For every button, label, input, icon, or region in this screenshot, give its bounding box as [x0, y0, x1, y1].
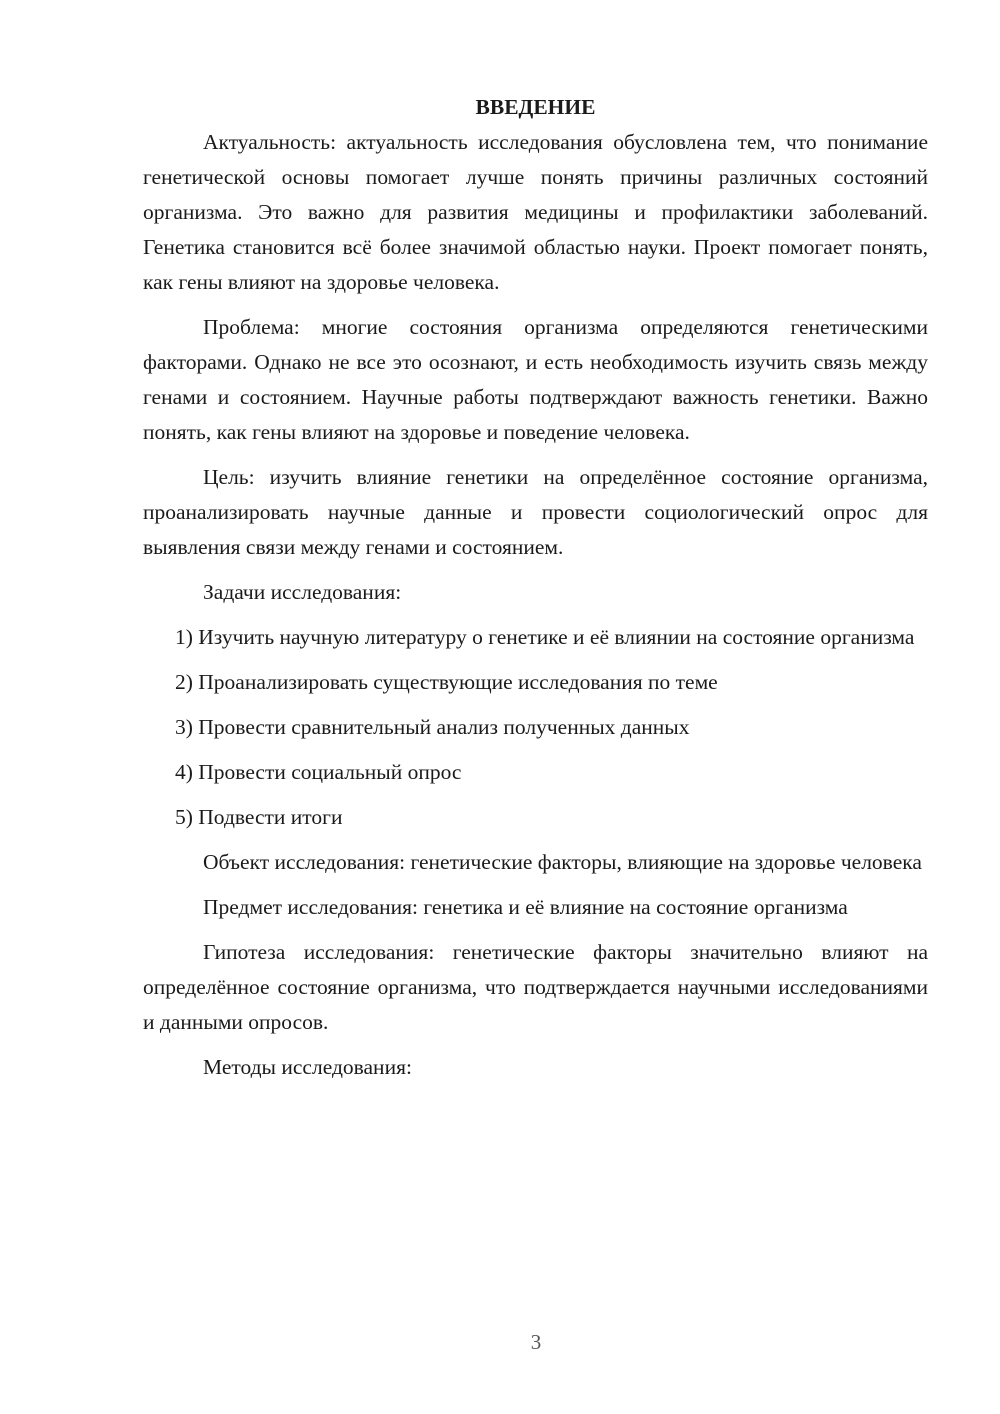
- task-item-2: 2) Проанализировать существующие исследования по теме: [175, 670, 718, 694]
- hypothesis-paragraph: Гипотеза исследования: генетические факторы значительно влияют на определённое состояние организма, что подтверждается научными исследованиями и данными опросов.: [143, 940, 928, 1034]
- page-number: 3: [530, 1330, 542, 1354]
- goal-paragraph: Цель: изучить влияние генетики на определённое состояние организма, проанализировать научные данные и провести социологический опрос для выявления связи между генами и состоянием.: [143, 465, 928, 559]
- methods-title: Методы исследования:: [203, 1055, 412, 1079]
- task-item-5: 5) Подвести итоги: [175, 805, 343, 829]
- task-item-4: 4) Провести социальный опрос: [175, 760, 462, 784]
- document-page: [143, 90, 928, 1095]
- relevance-paragraph: Актуальность: актуальность исследования обусловлена тем, что понимание генетической основы помогает лучше понять причины различных состояний организма. Это важно для развития медицины и профилактики заболеваний. Генетика становится всё более значимой областью науки. Проект помогает понять, как гены влияют на здоровье человека.: [143, 130, 928, 294]
- task-item-1: 1) Изучить научную литературу о генетике и её влиянии на состояние организма: [175, 625, 915, 649]
- task-item-3: 3) Провести сравнительный анализ полученных данных: [175, 715, 690, 739]
- object-paragraph: Объект исследования: генетические факторы, влияющие на здоровье человека: [203, 850, 922, 874]
- subject-paragraph: Предмет исследования: генетика и её влияние на состояние организма: [203, 895, 848, 919]
- section-heading: ВВЕДЕНИЕ: [475, 95, 596, 119]
- tasks-title: Задачи исследования:: [203, 580, 402, 604]
- problem-paragraph: Проблема: многие состояния организма определяются генетическими факторами. Однако не все это осознают, и есть необходимость изучить связь между генами и состоянием. Научные работы подтверждают важность генетики. Важно понять, как гены влияют на здоровье и поведение человека.: [143, 315, 928, 444]
